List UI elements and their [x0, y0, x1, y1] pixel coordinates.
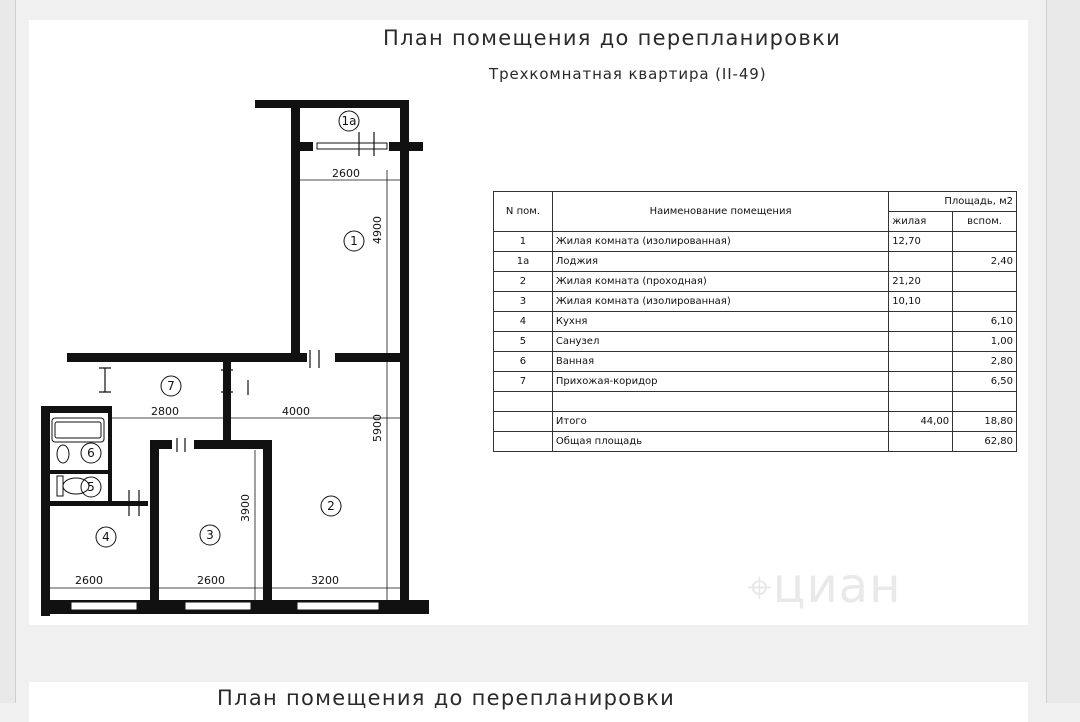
- window: [317, 143, 387, 149]
- cell-num: 7: [494, 372, 553, 392]
- room-number: 6: [87, 446, 95, 460]
- room-numbers: [87, 114, 358, 544]
- cell-num: 2: [494, 272, 553, 292]
- room-number: 7: [167, 379, 175, 393]
- table-row: [494, 292, 1017, 312]
- room-number: 1: [350, 234, 358, 248]
- watermark-text: циан: [772, 558, 902, 614]
- table-row-empty: [494, 392, 1017, 412]
- right-scrollbar-area: [1046, 0, 1080, 703]
- door-mark: [177, 438, 185, 452]
- dimension-label: 3200: [311, 574, 339, 587]
- total-label: Итого: [552, 412, 888, 432]
- col-header-living: жилая: [889, 212, 953, 232]
- cell-name: [552, 392, 888, 412]
- cell-num: 1: [494, 232, 553, 252]
- cell-name: Кухня: [552, 312, 888, 332]
- plan-subtitle: Трехкомнатная квартира (II-49): [489, 65, 767, 83]
- wall-segment: [263, 440, 272, 602]
- cell-num-empty: [494, 432, 553, 452]
- floor-plan-image: [29, 20, 1028, 625]
- cell-name: Жилая комната (изолированная): [552, 292, 888, 312]
- wall-segment: [50, 501, 148, 506]
- table-row: [494, 272, 1017, 292]
- area-table: [493, 191, 1017, 452]
- dimension-label: 3900: [239, 494, 252, 522]
- location-pin-icon: ⌖: [747, 562, 773, 613]
- watermark: [747, 558, 901, 614]
- wall-segment: [41, 406, 50, 616]
- cell-living: [889, 392, 953, 412]
- cell-aux: 2,40: [953, 252, 1017, 272]
- cell-living: [889, 372, 953, 392]
- cell-aux: 6,50: [953, 372, 1017, 392]
- wall-segment: [108, 406, 112, 506]
- cell-name: Лоджия: [552, 252, 888, 272]
- table-row: [494, 352, 1017, 372]
- col-header-num: N пом.: [494, 192, 553, 232]
- cell-num-empty: [494, 412, 553, 432]
- dimension-label: 5900: [371, 414, 384, 442]
- wall-segment: [150, 440, 159, 602]
- toilet-tank: [57, 476, 63, 496]
- wall-segment: [150, 440, 172, 449]
- wall-segment: [335, 353, 409, 362]
- cell-aux: 6,10: [953, 312, 1017, 332]
- sink: [57, 445, 69, 463]
- cell-aux: [953, 272, 1017, 292]
- cell-name: Прихожая-коридор: [552, 372, 888, 392]
- cell-living: [889, 252, 953, 272]
- cell-num: [494, 392, 553, 412]
- left-gutter: [0, 0, 16, 703]
- cell-aux: [953, 292, 1017, 312]
- col-header-aux: вспом.: [953, 212, 1017, 232]
- overall-label: Общая площадь: [552, 432, 888, 452]
- wall-segment: [400, 142, 409, 602]
- table-header-row: [494, 192, 1017, 212]
- overall-aux: 62,80: [953, 432, 1017, 452]
- cell-num: 5: [494, 332, 553, 352]
- dimension-label: 2600: [197, 574, 225, 587]
- room-markers: [81, 111, 364, 547]
- room-number: 2: [327, 499, 335, 513]
- cell-aux: 2,80: [953, 352, 1017, 372]
- table-row: [494, 232, 1017, 252]
- cell-living: [889, 332, 953, 352]
- door-mark: [221, 370, 233, 392]
- cell-aux: 1,00: [953, 332, 1017, 352]
- window: [71, 602, 137, 610]
- cell-aux: [953, 232, 1017, 252]
- second-floor-plan-image: [29, 682, 1028, 722]
- cell-living: 10,10: [889, 292, 953, 312]
- dimension-label: 4900: [371, 216, 384, 244]
- cell-name: Санузел: [552, 332, 888, 352]
- cell-num: 3: [494, 292, 553, 312]
- total-living: 44,00: [889, 412, 953, 432]
- col-header-name: Наименование помещения: [552, 192, 888, 232]
- dimension-label: 4000: [282, 405, 310, 418]
- dimension-label: 2600: [332, 167, 360, 180]
- cell-num: 4: [494, 312, 553, 332]
- door-marks: [99, 132, 374, 516]
- door-mark: [99, 368, 111, 392]
- wall-segment: [50, 470, 108, 474]
- wall-segment: [291, 142, 300, 358]
- cell-living-empty: [889, 432, 953, 452]
- room-number: 5: [87, 480, 95, 494]
- door-mark: [310, 350, 319, 368]
- walls: [41, 100, 429, 616]
- dimension-label: 2600: [75, 574, 103, 587]
- room-number: 1а: [341, 114, 357, 128]
- table-overall-row: [494, 432, 1017, 452]
- table-total-row: [494, 412, 1017, 432]
- cell-living: [889, 352, 953, 372]
- cell-name: Ванная: [552, 352, 888, 372]
- col-header-area: Площадь, м2: [889, 192, 1017, 212]
- wall-segment: [194, 440, 272, 449]
- cell-living: 21,20: [889, 272, 953, 292]
- cell-living: 12,70: [889, 232, 953, 252]
- cell-aux: [953, 392, 1017, 412]
- table-row: [494, 372, 1017, 392]
- cell-num: 1а: [494, 252, 553, 272]
- total-aux: 18,80: [953, 412, 1017, 432]
- bathtub-inner: [55, 422, 101, 438]
- dimension-label: 2800: [151, 405, 179, 418]
- table-row: [494, 312, 1017, 332]
- plan-title: План помещения до перепланировки: [383, 26, 842, 50]
- room-number: 3: [206, 528, 214, 542]
- wall-segment: [41, 406, 111, 413]
- plan-title-second: План помещения до перепланировки: [217, 686, 676, 710]
- fixtures: [52, 418, 104, 496]
- window: [297, 602, 379, 610]
- wall-segment: [67, 353, 307, 362]
- toilet-bowl: [63, 478, 89, 494]
- cell-living: [889, 312, 953, 332]
- window: [185, 602, 251, 610]
- cell-name: Жилая комната (изолированная): [552, 232, 888, 252]
- table-row: [494, 252, 1017, 272]
- wall-segment: [255, 100, 409, 108]
- room-number: 4: [102, 530, 110, 544]
- cell-name: Жилая комната (проходная): [552, 272, 888, 292]
- table-row: [494, 332, 1017, 352]
- cell-num: 6: [494, 352, 553, 372]
